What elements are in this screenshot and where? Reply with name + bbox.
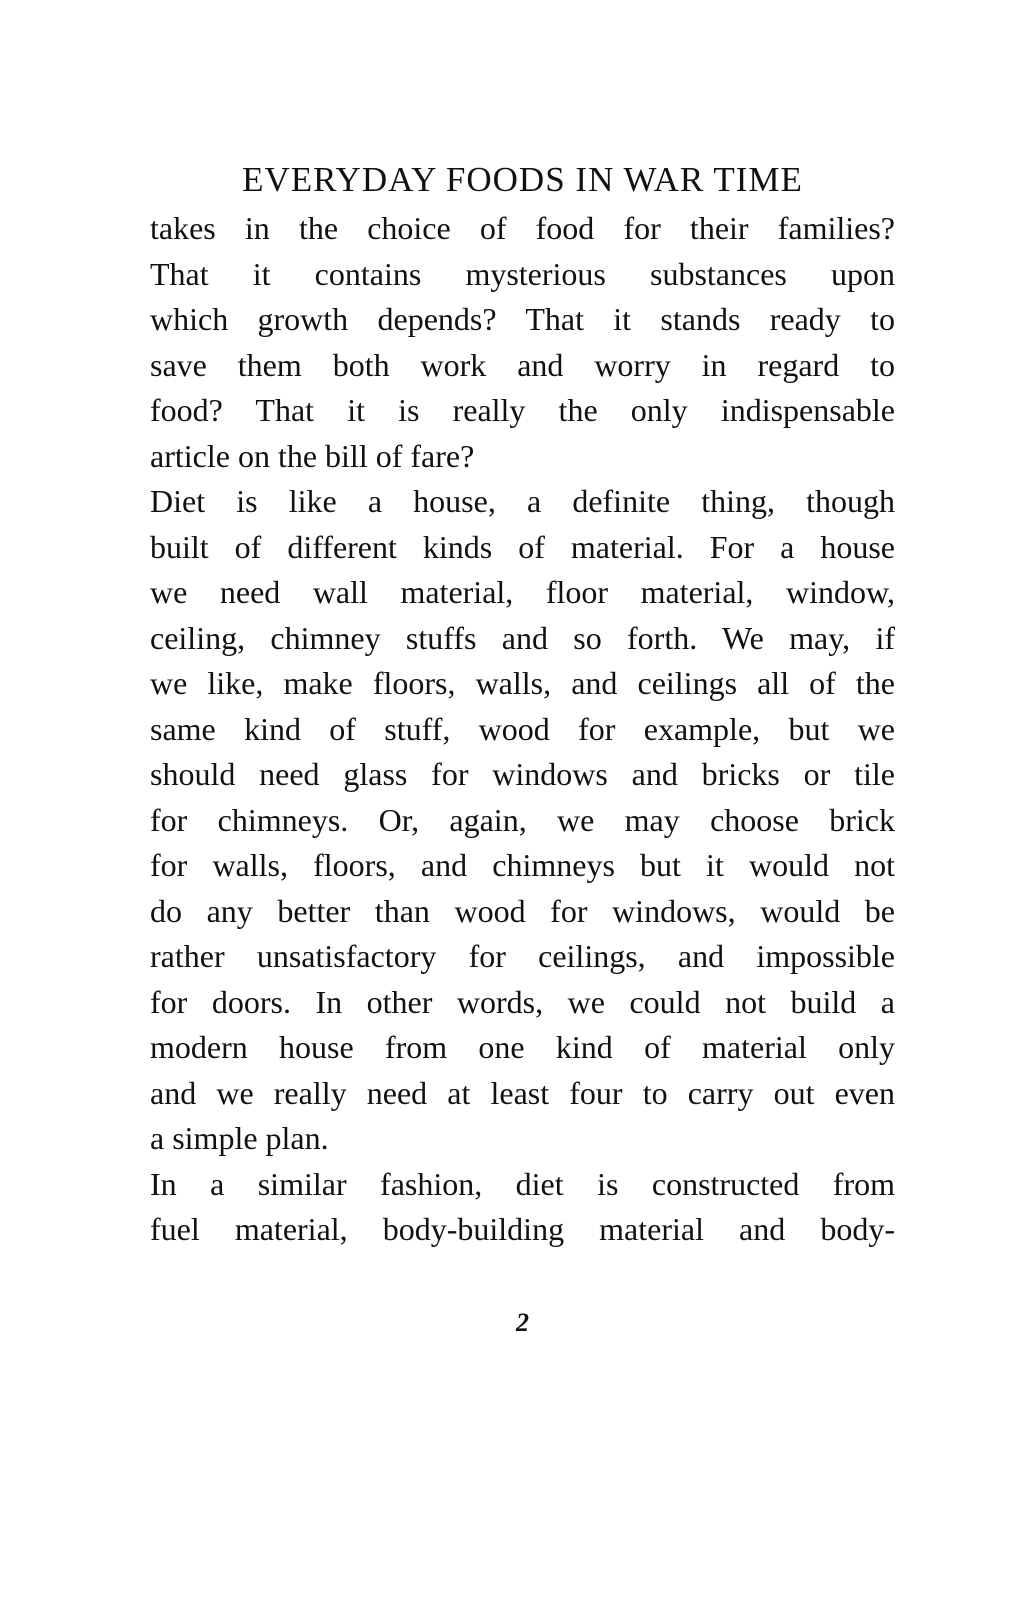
text-line: and we really need at least four to carry out even: [150, 1074, 895, 1111]
text-line: a simple plan.: [150, 1120, 329, 1156]
text-line: ceiling, chimney stuffs and so forth. We may, if: [150, 619, 895, 656]
text-line: we need wall material, floor material, window,: [150, 574, 895, 610]
text-line: for walls, floors, and chimneys but it would not: [150, 847, 895, 883]
page-number: 2: [516, 1308, 529, 1337]
page-body: [150, 206, 895, 1253]
running-head: EVERYDAY FOODS IN WAR TIME: [242, 160, 803, 199]
text-line: takes in the choice of food for their families?: [150, 210, 895, 246]
paragraph: [150, 1162, 895, 1253]
text-line: That it contains mysterious substances upon: [150, 255, 895, 292]
text-line: Diet is like a house, a definite thing, though: [150, 483, 895, 519]
text-line: for doors. In other words, we could not build a: [150, 983, 895, 1020]
text-line: In a similar fashion, diet is constructed from: [150, 1165, 895, 1202]
text-line: fuel material, body-building material and body-: [150, 1211, 895, 1247]
text-line: do any better than wood for windows, would be: [150, 892, 895, 929]
paragraph: [150, 479, 895, 1162]
text-line: article on the bill of fare?: [150, 437, 475, 474]
text-line: we like, make floors, walls, and ceilings all of the: [150, 665, 895, 701]
paragraph: [150, 206, 895, 479]
text-line: modern house from one kind of material only: [150, 1029, 895, 1065]
text-line: save them both work and worry in regard to: [150, 346, 895, 383]
text-line: built of different kinds of material. For a house: [150, 528, 895, 565]
text-line: rather unsatisfactory for ceilings, and impossible: [150, 938, 895, 974]
text-line: which growth depends? That it stands ready to: [150, 301, 895, 337]
text-line: should need glass for windows and bricks or tile: [150, 756, 895, 792]
text-line: same kind of stuff, wood for example, but we: [150, 710, 895, 747]
text-line: for chimneys. Or, again, we may choose brick: [150, 801, 895, 838]
text-line: food? That it is really the only indispensable: [150, 392, 895, 428]
